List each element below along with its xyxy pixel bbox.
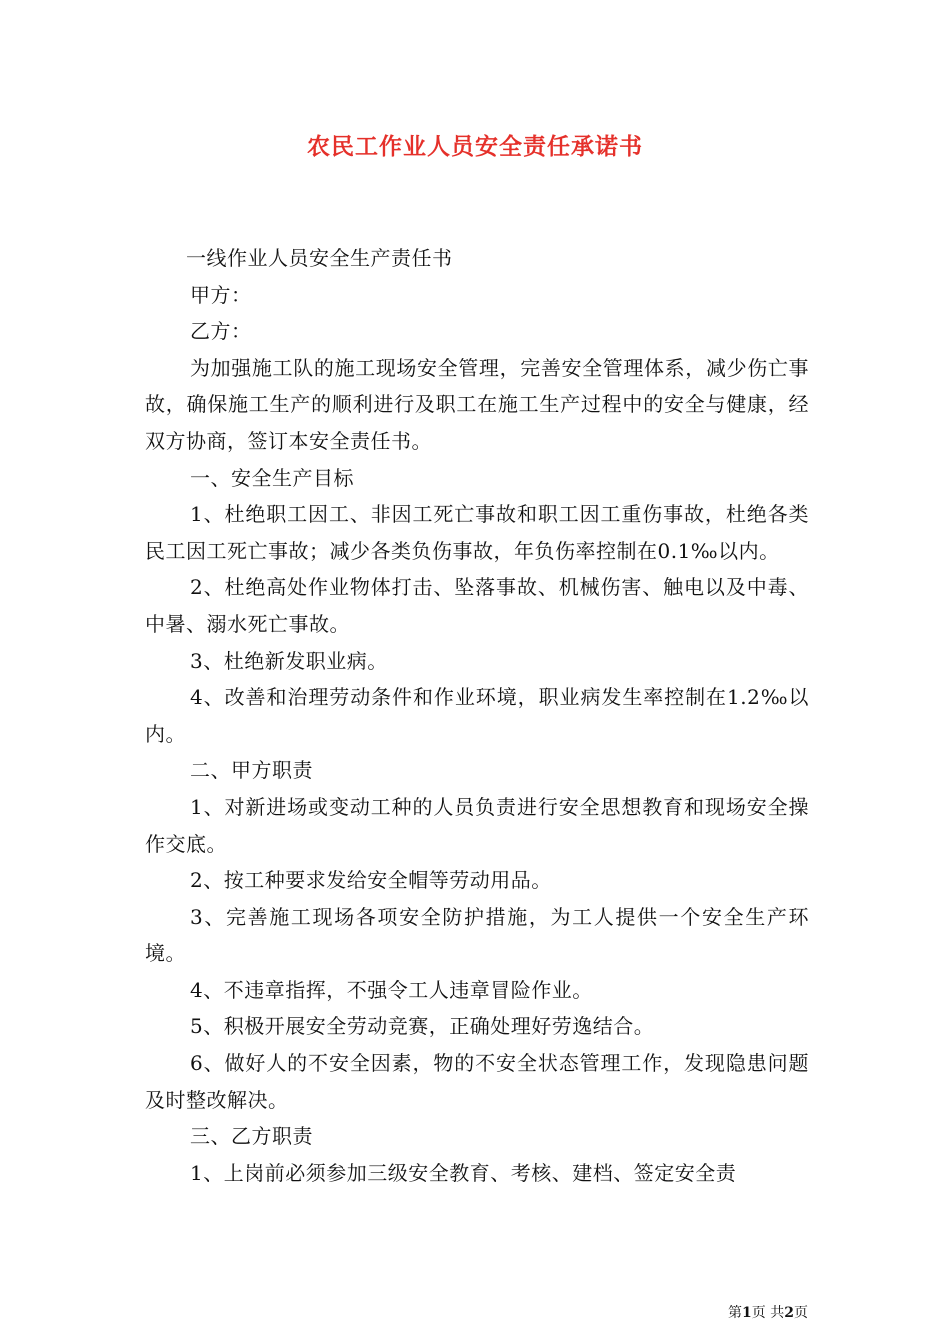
paragraph-party-b-duty-1: 1、上岗前必须参加三级安全教育、考核、建档、签定安全责 — [190, 1160, 737, 1185]
paragraph-party-a-duty-2: 2、按工种要求发给安全帽等劳动用品。 — [190, 868, 552, 893]
paragraph-party-a-duty-5: 5、积极开展安全劳动竞赛，正确处理好劳逸结合。 — [190, 1014, 655, 1039]
document-title: 农民工作业人员安全责任承诺书 — [307, 134, 643, 160]
section-heading-goals: 一、安全生产目标 — [190, 465, 354, 490]
paragraph-party-a-duty-1: 1、对新进场或变动工种的人员负责进行安全思想教育和现场安全操作交底。 — [145, 794, 809, 856]
footer-suffix: 页 — [794, 1305, 808, 1321]
footer-prefix: 第 — [728, 1305, 743, 1321]
paragraph-party-a-duty-3: 3、完善施工现场各项安全防护措施，为工人提供一个安全生产环境。 — [145, 904, 809, 966]
paragraph-goal-1: 1、杜绝职工因工、非因工死亡事故和职工因工重伤事故，杜绝各类民工因工死亡事故；减少各类负伤事故，年负伤率控制在0.1‰以内。 — [145, 502, 809, 563]
paragraph-goal-2: 2、杜绝高处作业物体打击、坠落事故、机械伤害、触电以及中毒、中暑、溺水死亡事故。 — [145, 575, 809, 636]
footer-current-page: 1 — [742, 1305, 752, 1321]
document-body — [145, 240, 809, 1191]
paragraph-goal-3: 3、杜绝新发职业病。 — [190, 648, 388, 673]
paragraph-party-a: 甲方： — [190, 282, 252, 307]
paragraph-intro: 为加强施工队的施工现场安全管理，完善安全管理体系，减少伤亡事故，确保施工生产的顺利进行及职工在施工生产过程中的安全与健康，经双方协商，签订本安全责任书。 — [145, 355, 809, 453]
paragraph-party-a-duty-6: 6、做好人的不安全因素，物的不安全状态管理工作，发现隐患问题及时整改解决。 — [145, 1051, 809, 1112]
paragraph-goal-4: 4、改善和治理劳动条件和作业环境，职业病发生率控制在1.2‰以内。 — [145, 685, 809, 746]
page-footer — [728, 1304, 808, 1322]
footer-total-pages: 2 — [784, 1305, 794, 1321]
section-heading-party-b: 三、乙方职责 — [190, 1124, 313, 1149]
paragraph-party-b: 乙方： — [190, 319, 252, 344]
section-heading-party-a: 二、甲方职责 — [190, 758, 313, 783]
paragraph-heading: 一线作业人员安全生产责任书 — [186, 246, 453, 270]
paragraph-party-a-duty-4: 4、不违章指挥，不强令工人违章冒险作业。 — [190, 977, 593, 1002]
footer-middle: 页 共 — [751, 1305, 785, 1321]
